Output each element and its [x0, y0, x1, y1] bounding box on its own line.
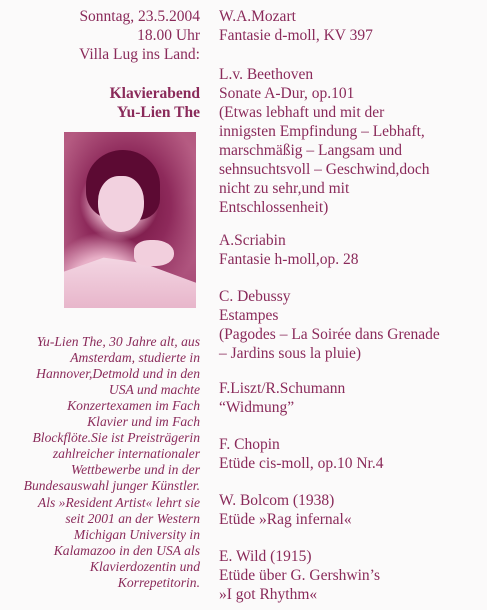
- bio-line: Als »Resident Artist« lehrt sie: [37, 495, 200, 510]
- performer-photo: [64, 132, 196, 308]
- work-detail: Entschlossenheit): [219, 199, 329, 216]
- bio-line: Michigan University in: [73, 527, 200, 542]
- work-detail: (Etwas lebhaft und mit der: [219, 104, 385, 121]
- work-title: Etüde cis-moll, op.10 Nr.4: [219, 455, 384, 472]
- work-title: Etüde »Rag infernal«: [219, 511, 352, 528]
- bio-line: Amsterdam, studierte in: [70, 350, 200, 365]
- composer: E. Wild (1915): [219, 548, 312, 565]
- work-detail: – Jardins sous la pluie): [219, 345, 362, 362]
- work-detail: »I got Rhythm«: [219, 586, 318, 603]
- bio-line: Wettbewerbe und in der: [71, 462, 200, 477]
- work-title: Fantasie d-moll, KV 397: [219, 27, 373, 44]
- composer: A.Scriabin: [219, 232, 286, 249]
- bio-line: Yu-Lien The, 30 Jahre alt, aus: [36, 334, 200, 349]
- composer: C. Debussy: [219, 288, 291, 305]
- work-title: Fantasie h-moll,op. 28: [219, 251, 359, 268]
- work-title: Estampes: [219, 307, 279, 324]
- work-detail: marschmäßig – Langsam und: [219, 142, 402, 159]
- event-time: 18.00 Uhr: [137, 27, 200, 44]
- work-title: Etüde über G. Gershwin’s: [219, 567, 380, 584]
- work-detail: sehnsuchtsvoll – Geschwind,doch: [219, 161, 430, 178]
- work-title: Sonate A-Dur, op.101: [219, 85, 355, 102]
- bio-line: Klavierdozentin und: [89, 559, 200, 574]
- event-venue: Villa Lug ins Land:: [79, 46, 200, 63]
- composer: W. Bolcom (1938): [219, 492, 335, 509]
- work-detail: nicht zu sehr,und mit: [219, 180, 350, 197]
- performer-name: Yu-Lien The: [116, 104, 200, 121]
- bio-line: Klavier und im Fach: [87, 414, 200, 429]
- work-detail: innigsten Empfindung – Lebhaft,: [219, 123, 425, 140]
- composer: W.A.Mozart: [219, 8, 296, 25]
- bio-line: zahlreicher internationaler: [52, 446, 200, 461]
- bio-line: Korrepetitorin.: [117, 575, 200, 590]
- composer: F. Chopin: [219, 436, 280, 453]
- work-title: “Widmung”: [219, 399, 295, 416]
- bio-line: Kalamazoo in den USA als: [53, 543, 200, 558]
- concert-title: Klavierabend: [109, 85, 200, 102]
- bio-line: USA und machte: [108, 382, 200, 397]
- bio-line: Blockflöte.Sie ist Preisträgerin: [32, 430, 200, 445]
- bio-line: Bundesauswahl junger Künstler.: [23, 478, 200, 493]
- composer: F.Liszt/R.Schumann: [219, 380, 346, 397]
- left-column: [0, 0, 200, 610]
- bio-line: Konzertexamen im Fach: [67, 398, 200, 413]
- bio-line: Hannover,Detmold und in den: [36, 366, 200, 381]
- bio-line: seit 2001 an der Western: [65, 511, 200, 526]
- event-date: Sonntag, 23.5.2004: [79, 8, 200, 25]
- work-detail: (Pagodes – La Soirée dans Grenade: [219, 326, 440, 343]
- program-column: [219, 0, 481, 610]
- composer: L.v. Beethoven: [219, 66, 314, 83]
